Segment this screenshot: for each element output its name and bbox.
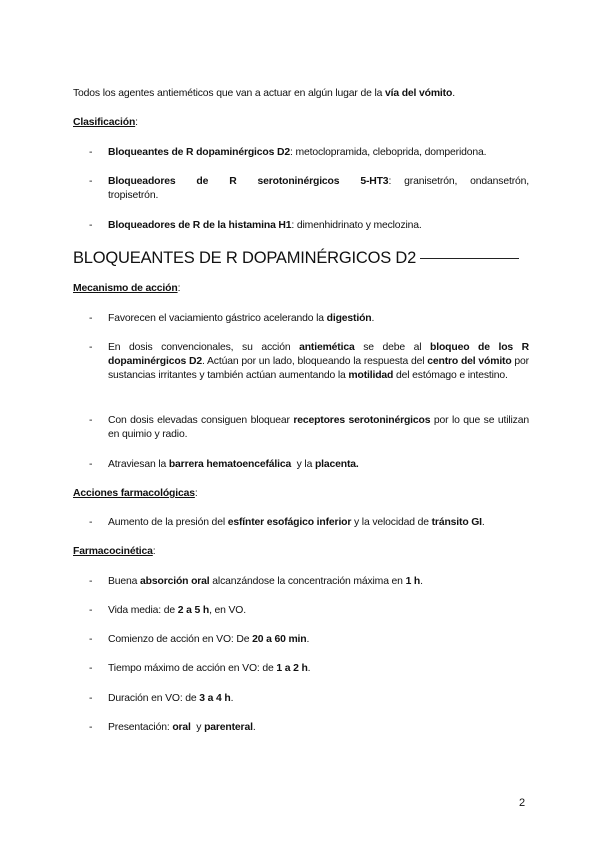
section-title: BLOQUEANTES DE R DOPAMINÉRGICOS D2	[73, 248, 533, 268]
document-page: Todos los agentes antieméticos que van a actuar en algún lugar de la vía del vómito. Clasificación: - Bloqueantes de R dopaminérgicos D2: metoclopramida, cleboprida, domperidona. - Bloqueadores de R serotoninérgicos 5-HT3: granisetrón, ondansetrón, tropisetrón. - Bloqueadores de R de la histamina H1: dimenhidrinato y meclozina. BLOQUEANTES DE R DOPAMINÉRGICOS D2 Mecanismo de acción: - Favorecen el vaciamiento gástrico acelerando la digestión. - En dosis convencionales, su acción antiemética se debe al bloqueo de los R dopaminérgicos D2. Actúan por un lado, bloqueando la respuesta del centro del vómito por sustancias irritantes y también actúan aumentando la motilidad del estómago e intestino. - Con dosis elevadas consiguen bloquear receptores serotoninérgicos por lo que se utilizan en quimio y radio. - Atraviesan la barrera hematoencefálica y la placenta. Acciones farmacológicas: - Aumento de la presión del esfínter esofágico inferior y la velocidad de tránsito GI. Farmacocinética: - Buena absorción oral alcanzándose la concentración máxima en 1 h. - Vida media: de 2 a 5 h, en VO. - Comienzo de acción en VO: De 20 a 60 min. - Tiempo máximo de acción en VO: de 1 a 2 h. - Duración en VO: de 3 a 4 h. - Presentación: oral y parenteral. 2	[0, 0, 600, 848]
actions-heading: Acciones farmacológicas:	[73, 488, 198, 499]
page-number: 2	[519, 797, 526, 809]
classification-heading: Clasificación:	[73, 117, 138, 128]
mechanism-heading: Mecanismo de acción:	[73, 283, 181, 294]
intro-paragraph: Todos los agentes antieméticos que van a actuar en algún lugar de la vía del vómito.	[73, 88, 455, 99]
pk-heading: Farmacocinética:	[73, 546, 156, 557]
title-rule	[420, 258, 519, 259]
